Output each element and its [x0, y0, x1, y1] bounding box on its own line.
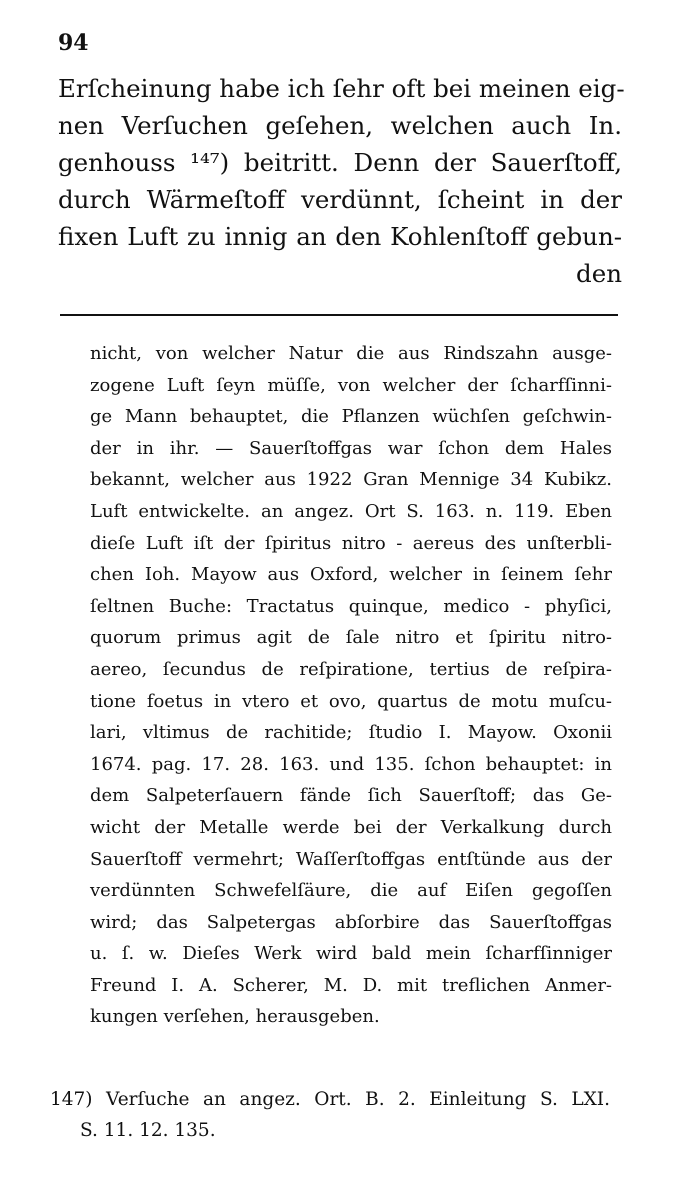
- footnote-line: zogene Luft ſeyn müſſe, von welcher der ſcharfſinni-: [90, 374, 612, 396]
- footnote-line: verdünnten Schwefelſäure, die auf Eiſen gegoſſen: [90, 880, 612, 902]
- footnote-line: lari, vltimus de rachitide; ſtudio I. Mayow. Oxonii: [90, 722, 612, 744]
- footnote-line: bekannt, welcher aus 1922 Gran Mennige 34 Kubikz.: [90, 469, 612, 491]
- footnote-line: wicht der Metalle werde bei der Verkalkung durch: [90, 816, 612, 838]
- main-text-line: den: [576, 259, 622, 288]
- footnote-line: tione foetus in vtero et ovo, quartus de motu muſcu-: [90, 690, 612, 712]
- footnote-line: ge Mann behauptet, die Pflanzen wüchſen geſchwin-: [90, 406, 612, 428]
- footnote-line: aereo, ſecundus de reſpiratione, tertius de reſpira-: [90, 658, 612, 680]
- footnote-line: quorum primus agit de ſale nitro et ſpiritu nitro-: [90, 627, 612, 649]
- footnote-line: kungen verſehen, herausgeben.: [90, 1006, 380, 1028]
- main-text-line: fixen Luft zu innig an den Kohlenſtoff gebun-: [58, 222, 622, 251]
- footnote-147-line: S. 11. 12. 135.: [80, 1120, 216, 1141]
- footnote-separator-rule: [60, 314, 618, 316]
- footnote-147-line: 147) Verſuche an angez. Ort. B. 2. Einleitung S. LXI.: [50, 1089, 610, 1110]
- main-text-block: [58, 70, 625, 292]
- footnote-line: ſeltnen Buche: Tractatus quinque, medico - phyſici,: [90, 595, 612, 617]
- footnote-line: dem Salpeterſauern fände ſich Sauerſtoff; das Ge-: [90, 785, 612, 807]
- main-text-line: durch Wärmeſtoff verdünnt, ſcheint in der: [58, 185, 622, 214]
- footnote-line: der in ihr. — Sauerſtoffgas war ſchon dem Hales: [90, 437, 612, 459]
- footnote-147-block: [50, 1084, 610, 1146]
- footnote-line: Luft entwickelte. an angez. Ort S. 163. n. 119. Eben: [90, 500, 612, 522]
- footnote-line: u. ſ. w. Dieſes Werk wird bald mein ſcharfſinniger: [90, 943, 612, 965]
- footnote-line: nicht, von welcher Natur die aus Rindszahn ausge-: [90, 343, 612, 364]
- footnote-line: wird; das Salpetergas abſorbire das Sauerſtoffgas: [90, 911, 612, 933]
- main-text-line: Erſcheinung habe ich ſehr oft bei meinen eig-: [58, 74, 625, 103]
- footnote-line: 1674. pag. 17. 28. 163. und 135. ſchon behauptet: in: [90, 753, 612, 775]
- footnote-line: Freund I. A. Scherer, M. D. mit treflichen Anmer-: [90, 974, 612, 996]
- footnote-line: Sauerſtoff vermehrt; Waſſerſtoffgas entſtünde aus der: [90, 848, 612, 870]
- main-text-line: genhouss ¹⁴⁷) beitritt. Denn der Sauerſtoff,: [58, 148, 622, 177]
- footnote-line: chen Ioh. Mayow aus Oxford, welcher in ſeinem ſehr: [90, 564, 612, 586]
- footnote-continuation-block: [90, 338, 612, 1033]
- page-number: 94: [58, 30, 89, 56]
- footnote-line: dieſe Luft iſt der ſpiritus nitro - aereus des unſterbli-: [90, 532, 612, 554]
- main-text-line: nen Verſuchen geſehen, welchen auch In.: [58, 111, 622, 140]
